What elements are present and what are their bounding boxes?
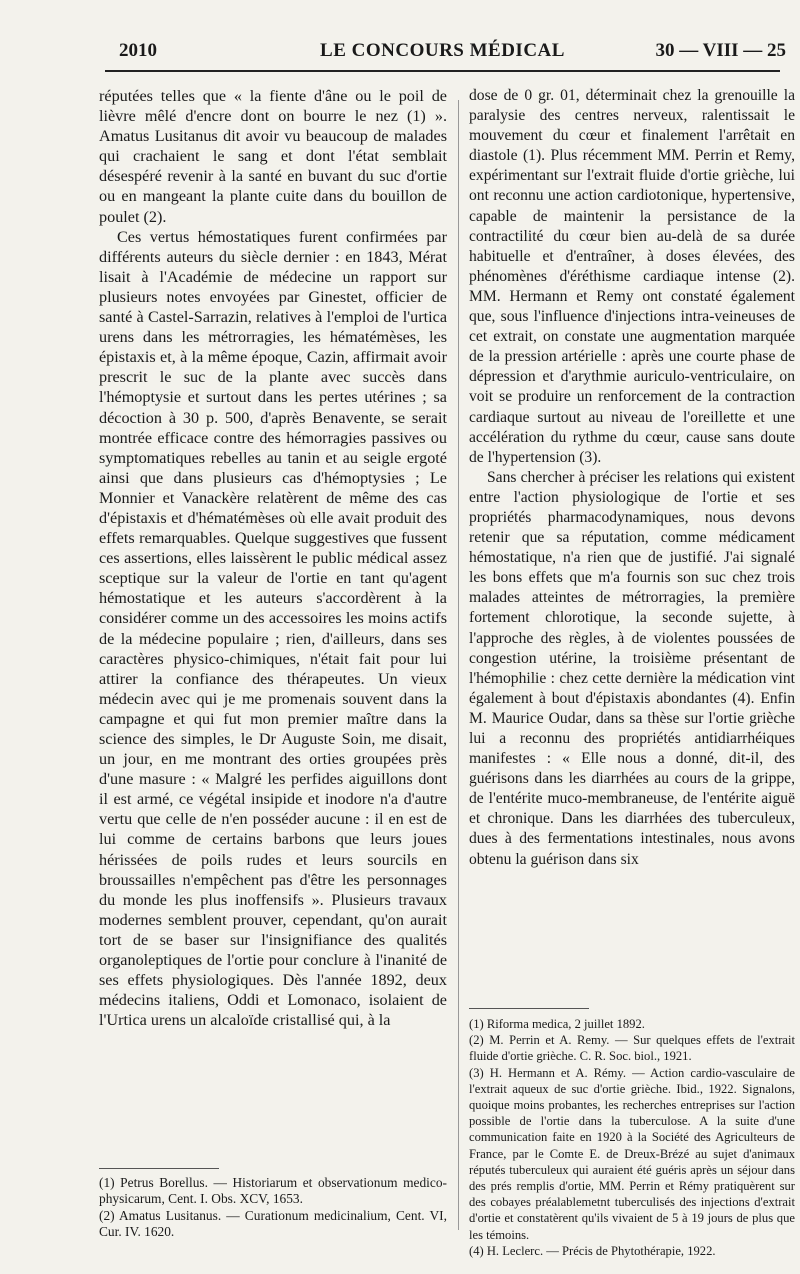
left-paragraph-2: Ces vertus hémostatiques furent confirmées par différents auteurs du siècle dernier : en 1843, Mérat lisait à l'Académie de médecine un rapport sur plusieurs notes envoyées par Ginestet, officier de santé à Castel-Sarrazin, relatives à l'emploi de l'urtica urens dans les métrorragies, les hématémèses, les épistaxis et, à la même époque, Cazin, affirmait avoir prescrit le suc de la plante avec succès dans l'hémoptysie et surtout dans les pertes utérines ; sa décoction à 30 p. 500, d'après Benavente, se serait montrée efficace contre des hémorragies passives ou symptomatiques rebelles au tanin et au seigle ergoté ainsi que dans plusieurs cas d'hémoptysies ; Le Monnier et Vanackère relatèrent de même des cas d'épistaxis et d'hématémèses où elle avait produit des effets remarquables. Quelque suggestives que fussent ces assertions, elles laissèrent le public médical assez sceptique sur la valeur de l'ortie en tant qu'agent hémostatique et les auteurs s'accordèrent à la considérer comme un des accessoires les moins actifs de la médecine populaire ; rien, d'ailleurs, dans ses caractères physico-chimiques, n'était fait pour lui attirer la confiance des thérapeutes. Un vieux médecin avec qui je me promenais souvent dans la campagne et qui fut mon premier maître dans la science des simples, le Dr Auguste Soin, me disait, un jour, en me montrant des orties groupées près d'une masure : « Malgré les perfides aiguillons dont il est armé, ce végétal insipide et inodore n'a d'autre vertu que celle de n'en posséder aucune : il en est de lui comme de certains barbons que leurs joues hérissées de poils rudes et leurs sourcils en broussailles n'empêchent pas d'être les personnages du monde les plus inoffensifs ». Plusieurs travaux modernes semblent prouver, cependant, qu'on aurait tort de se baser sur l'insignifiance des qualités organoleptiques de l'ortie pour conclure à l'inanité de ses effets physiologiques. Dès l'année 1892, deux médecins italiens, Oddi et Lomonaco, isolaient de l'Urtica urens un alcaloïde cristallisé qui, à la (99, 227, 447, 1030)
footnote-1-left: (1) Petrus Borellus. — Historiarum et observationum medico-physicarum, Cent. I. Obs. XCV, 1653. (99, 1175, 447, 1207)
left-paragraph-1: réputées telles que « la fiente d'âne ou le poil de lièvre mêlé d'encre dont on bourre le nez (1) ». Amatus Lusitanus dit avoir vu beaucoup de malades qui crachaient le sang et dont l'état semblait désespéré revenir à la santé en buvant du suc d'ortie ou en mangeant la plante cuite dans du bouillon de poulet (2). (99, 87, 447, 226)
footnote-2-left: (2) Amatus Lusitanus. — Curationum medicinalium, Cent. VI, Cur. IV. 1620. (99, 1207, 447, 1239)
footnote-2-right: (2) M. Perrin et A. Remy. — Sur quelques effets de l'extrait fluide d'ortie grièche. C. R. Soc. biol., 1921. (469, 1033, 795, 1064)
column-divider (458, 100, 459, 1230)
footnote-4-right: (4) H. Leclerc. — Précis de Phytothérapie, 1922. (469, 1243, 716, 1258)
running-header (105, 40, 786, 68)
left-footnotes (99, 1175, 447, 1240)
right-paragraph-1: dose de 0 gr. 01, déterminait chez la grenouille la paralysie des centres nerveux, ralentissait le mouvement du cœur et finalement l'arrêtait en diastole (1). Plus récemment MM. Perrin et Remy, expérimentant sur l'extrait fluide d'ortie grièche, lui ont reconnu une action cardiotonique, hypertensive, capable de maintenir la persistance de la contractilité du cœur bien au-delà de sa durée habituelle et d'entraîner, à doses élevées, des phénomènes d'éréthisme cardiaque intense (2). MM. Hermann et Remy ont constaté également que, sous l'influence d'injections intra-veineuses de cet extrait, on constate une augmentation marquée de la pression artérielle : après une courte phase de dépression et d'arythmie auriculo-ventriculaire, on voit se produire un renforcement de la contraction cardiaque surtout au niveau de l'oreillette et une accélération du rythme du cœur, cause sans doute de l'hypertension (3). (469, 87, 795, 466)
issue-date: 30 — VIII — 25 (655, 40, 786, 61)
right-column (469, 86, 795, 870)
right-footnote-rule (469, 1008, 589, 1009)
left-footnote-rule (99, 1168, 219, 1169)
header-rule (105, 70, 780, 72)
journal-title: LE CONCOURS MÉDICAL (320, 40, 565, 61)
right-footnotes (469, 1016, 795, 1259)
footnote-3-right: (3) H. Hermann et A. Rémy. — Action cardio-vasculaire de l'extrait aqueux de suc d'ortie grièche. Ibid., 1922. Signalons, quoique moins probantes, les recherches entreprises sur l'action possible de l'ortie dans la tuberculose. A la suite d'une communication faite en 1920 à la Société des Agriculteurs de France, par le Comte E. de Dreux-Brézé au sujet d'animaux réputés tuberculeux qui auraient été guéris après un séjour dans des prés remplis d'ortie, MM. Perrin et Rémy pratiquèrent sur des cobayes préalablemetnt tuberculisés des injections d'extrait d'ortie et constatèrent qu'ils vivaient de 5 à 19 jours de plus que les témoins. (469, 1065, 795, 1242)
footnote-1-right: (1) Riforma medica, 2 juillet 1892. (469, 1017, 645, 1031)
right-paragraph-2: Sans chercher à préciser les relations qui existent entre l'action physiologique de l'ortie et ses propriétés pharmacodynamiques, nous devons retenir que sa réputation, comme médicament hémostatique, n'a rien que de justifié. J'ai signalé les bons effets que m'a fournis son suc chez trois malades atteintes de métrorragies, la première fortement chlorotique, la seconde sujette, à l'approche des règles, à de violentes poussées de congestion utérine, la troisième présentant de l'hémophilie : chez cette dernière la médication vint également à bout d'épistaxis abondantes (4). Enfin M. Maurice Oudar, dans sa thèse sur l'ortie grièche lui a reconnu des propriétés antidiarrhéiques manifestes : « Elle nous a donné, dit-il, des guérisons dans les diarrhées au cours de la grippe, de l'entérite muco-membraneuse, de l'entérite aiguë et chronique. Dans les diarrhées des tuberculeux, dues à des fermentations intestinales, nous avons obtenu la guérison dans six (469, 468, 795, 868)
left-column (99, 86, 447, 1030)
page-number: 2010 (119, 40, 157, 61)
